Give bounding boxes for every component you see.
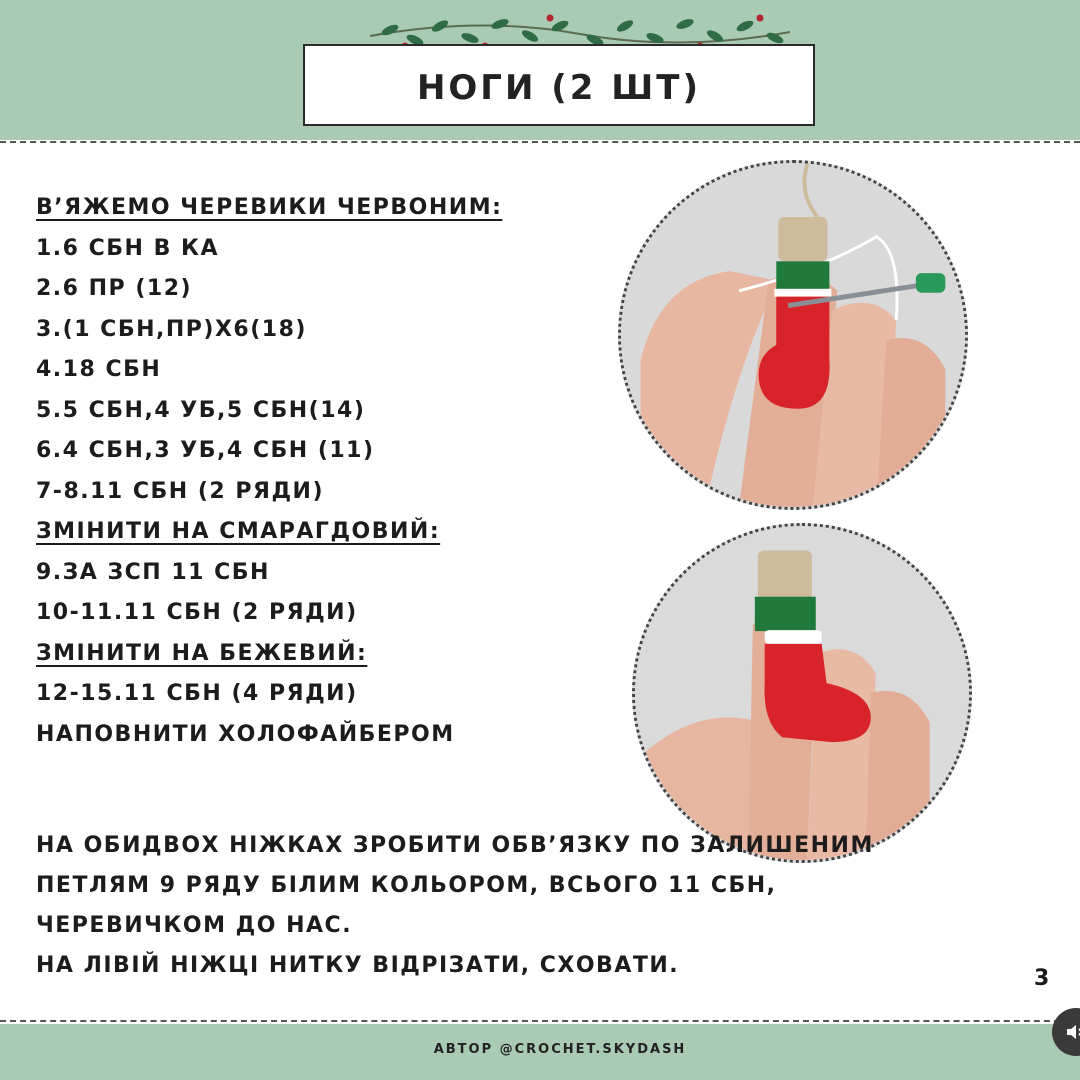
instruction-row: НАПОВНИТИ ХОЛОФАЙБЕРОМ [36,721,455,747]
instruction-heading: ЗМІНИТИ НА БЕЖЕВИЙ: [36,640,368,666]
author-credit: АВТОР @CROCHET.SKYDASH [433,1042,687,1057]
instruction-row: 1.6 СБН В КА [36,235,220,261]
instruction-row: 5.5 СБН,4 УБ,5 СБН(14) [36,397,366,423]
page-number: 3 [1034,966,1050,991]
instruction-row: 3.(1 СБН,ПР)Х6(18) [36,316,307,342]
instruction-row: 4.18 СБН [36,357,162,382]
instruction-row: 7-8.11 СБН (2 РЯДИ) [36,478,325,504]
title-box [303,44,815,126]
footer-divider [0,1020,1080,1022]
note-line: НА ЛІВІЙ НІЖЦІ НИТКУ ВІДРІЗАТИ, СХОВАТИ. [36,953,680,978]
instruction-heading: ЗМІНИТИ НА СМАРАГДОВИЙ: [36,519,441,544]
header-divider [0,141,1080,143]
instructions-list [36,188,616,755]
page-title: НОГИ (2 ШТ) [416,68,702,108]
note-line: ЧЕРЕВИЧКОМ ДО НАС. [36,913,353,938]
instruction-row: 6.4 СБН,3 УБ,4 СБН (11) [36,438,375,463]
instruction-row: 10-11.11 СБН (2 РЯДИ) [36,600,358,625]
photo-finished-sock [632,523,972,863]
photo-crocheting-sock [618,160,968,510]
instruction-row: 12-15.11 СБН (4 РЯДИ) [36,681,358,706]
notes-block [36,826,1036,986]
note-line: ПЕТЛЯМ 9 РЯДУ БІЛИМ КОЛЬОРОМ, ВСЬОГО 11 СБН, [36,873,777,898]
instruction-row: 2.6 ПР (12) [36,276,193,301]
instruction-row: 9.ЗА ЗСП 11 СБН [36,559,270,585]
muted-speaker-icon [1064,1020,1080,1044]
note-line: НА ОБИДВОХ НІЖКАХ ЗРОБИТИ ОБВ’ЯЗКУ ПО ЗАЛИШЕНИМ [36,833,874,858]
instruction-heading: В’ЯЖЕМО ЧЕРЕВИКИ ЧЕРВОНИМ: [36,195,503,220]
